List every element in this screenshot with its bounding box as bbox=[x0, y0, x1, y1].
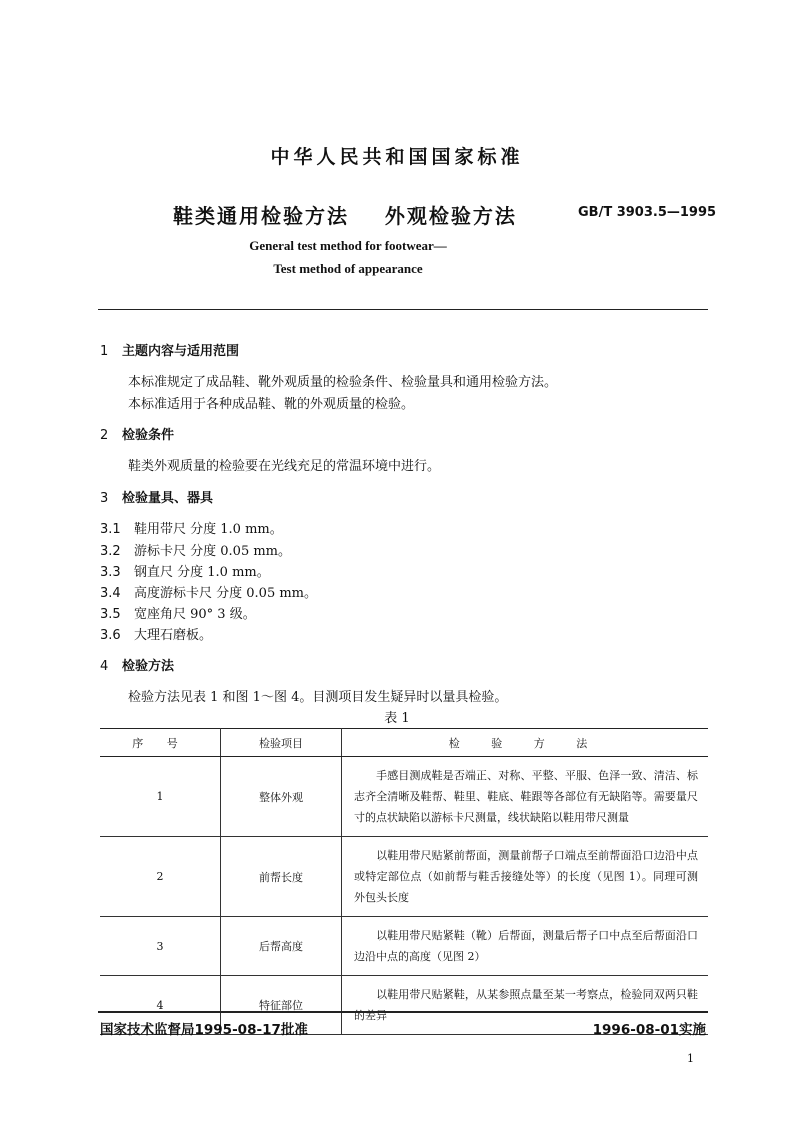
section-4-paragraph-1: 检验方法见表 1 和图 1～图 4。目测项目发生疑异时以量具检验。 bbox=[128, 690, 508, 705]
footer-rule bbox=[98, 1011, 708, 1013]
table-row bbox=[100, 837, 708, 917]
section-3-heading bbox=[100, 487, 213, 506]
section-4-title: 检验方法 bbox=[122, 659, 175, 674]
row-method bbox=[342, 917, 709, 976]
standard-title: 鞋类通用检验方法 外观检验方法 bbox=[173, 204, 517, 228]
column-header-seq: 序 号 bbox=[100, 729, 221, 757]
column-header-method: 检 验 方 法 bbox=[342, 729, 709, 757]
row-item: 特征部位 bbox=[221, 976, 342, 1035]
instrument-item-number: 3.2 bbox=[100, 544, 121, 559]
inspection-method-table bbox=[100, 728, 708, 1035]
page-number: 1 bbox=[687, 1052, 694, 1065]
row-item: 后帮高度 bbox=[221, 917, 342, 976]
instrument-item bbox=[100, 518, 283, 537]
standard-code: GB/T 3903.5—1995 bbox=[578, 205, 717, 220]
english-title-line-2: Test method of appearance bbox=[273, 261, 423, 276]
section-2-heading bbox=[100, 424, 174, 443]
instrument-item-text: 宽座角尺 90° 3 级。 bbox=[134, 607, 256, 622]
instrument-item-text: 游标卡尺 分度 0.05 mm。 bbox=[134, 544, 291, 559]
section-2-title: 检验条件 bbox=[122, 428, 175, 443]
header-rule bbox=[98, 309, 708, 310]
english-title-line-1: General test method for footwear— bbox=[249, 238, 447, 253]
row-seq: 3 bbox=[100, 917, 221, 976]
section-1-paragraph-2: 本标准适用于各种成品鞋、靴的外观质量的检验。 bbox=[128, 397, 415, 412]
section-2-paragraph-1: 鞋类外观质量的检验要在光线充足的常温环境中进行。 bbox=[128, 459, 441, 474]
instrument-item-text: 鞋用带尺 分度 1.0 mm。 bbox=[134, 522, 283, 537]
national-standard-heading: 中华人民共和国国家标准 bbox=[270, 146, 524, 168]
row-seq: 2 bbox=[100, 837, 221, 917]
instrument-item bbox=[100, 603, 256, 622]
section-4-heading bbox=[100, 655, 174, 674]
table-caption: 表 1 bbox=[384, 711, 410, 726]
section-1-title: 主题内容与适用范围 bbox=[122, 344, 240, 359]
row-item: 整体外观 bbox=[221, 757, 342, 837]
approval-line: 国家技术监督局1995-08-17批准 bbox=[100, 1022, 308, 1038]
row-method-text: 以鞋用带尺贴紧鞋，从某参照点量至某一考察点，检验同双两只鞋的差异 bbox=[354, 988, 698, 1022]
row-method-text: 以鞋用带尺贴紧前帮面，测量前帮子口端点至前帮面沿口边沿中点或特定部位点（如前帮与鞋舌接缝处等）的长度（见图 1）。同理可测外包头长度 bbox=[354, 849, 698, 904]
row-method-text: 手感目测成鞋是否端正、对称、平整、平服、色泽一致、清洁、标志齐全清晰及鞋帮、鞋里、鞋底、鞋跟等各部位有无缺陷等。需要量尺寸的点状缺陷以游标卡尺测量，线状缺陷以鞋用带尺测量 bbox=[354, 769, 698, 824]
section-2-number: 2 bbox=[100, 428, 109, 443]
instrument-item-number: 3.6 bbox=[100, 628, 121, 643]
table-row bbox=[100, 917, 708, 976]
instrument-item-number: 3.5 bbox=[100, 607, 121, 622]
section-1-heading bbox=[100, 340, 239, 359]
table-header-row bbox=[100, 729, 708, 757]
instrument-item-number: 3.4 bbox=[100, 586, 121, 601]
row-item: 前帮长度 bbox=[221, 837, 342, 917]
section-3-title: 检验量具、器具 bbox=[122, 491, 214, 506]
section-3-number: 3 bbox=[100, 491, 109, 506]
row-method-text: 以鞋用带尺贴紧鞋（靴）后帮面，测量后帮子口中点至后帮面沿口边沿中点的高度（见图 2） bbox=[354, 929, 698, 963]
row-method bbox=[342, 837, 709, 917]
row-seq: 4 bbox=[100, 976, 221, 1035]
row-seq: 1 bbox=[100, 757, 221, 837]
section-1-paragraph-1: 本标准规定了成品鞋、靴外观质量的检验条件、检验量具和通用检验方法。 bbox=[128, 375, 558, 390]
instrument-item bbox=[100, 582, 317, 601]
column-header-item: 检验项目 bbox=[221, 729, 342, 757]
effective-date: 1996-08-01实施 bbox=[592, 1022, 706, 1038]
section-1-number: 1 bbox=[100, 344, 109, 359]
instrument-item bbox=[100, 540, 291, 559]
instrument-item bbox=[100, 561, 270, 580]
instrument-item bbox=[100, 624, 212, 643]
row-method bbox=[342, 757, 709, 837]
instrument-item-text: 大理石磨板。 bbox=[134, 628, 213, 643]
instrument-item-number: 3.1 bbox=[100, 522, 121, 537]
instrument-item-text: 高度游标卡尺 分度 0.05 mm。 bbox=[134, 586, 317, 601]
section-4-number: 4 bbox=[100, 659, 109, 674]
instrument-item-number: 3.3 bbox=[100, 565, 121, 580]
table-row bbox=[100, 757, 708, 837]
instrument-item-text: 钢直尺 分度 1.0 mm。 bbox=[134, 565, 270, 580]
